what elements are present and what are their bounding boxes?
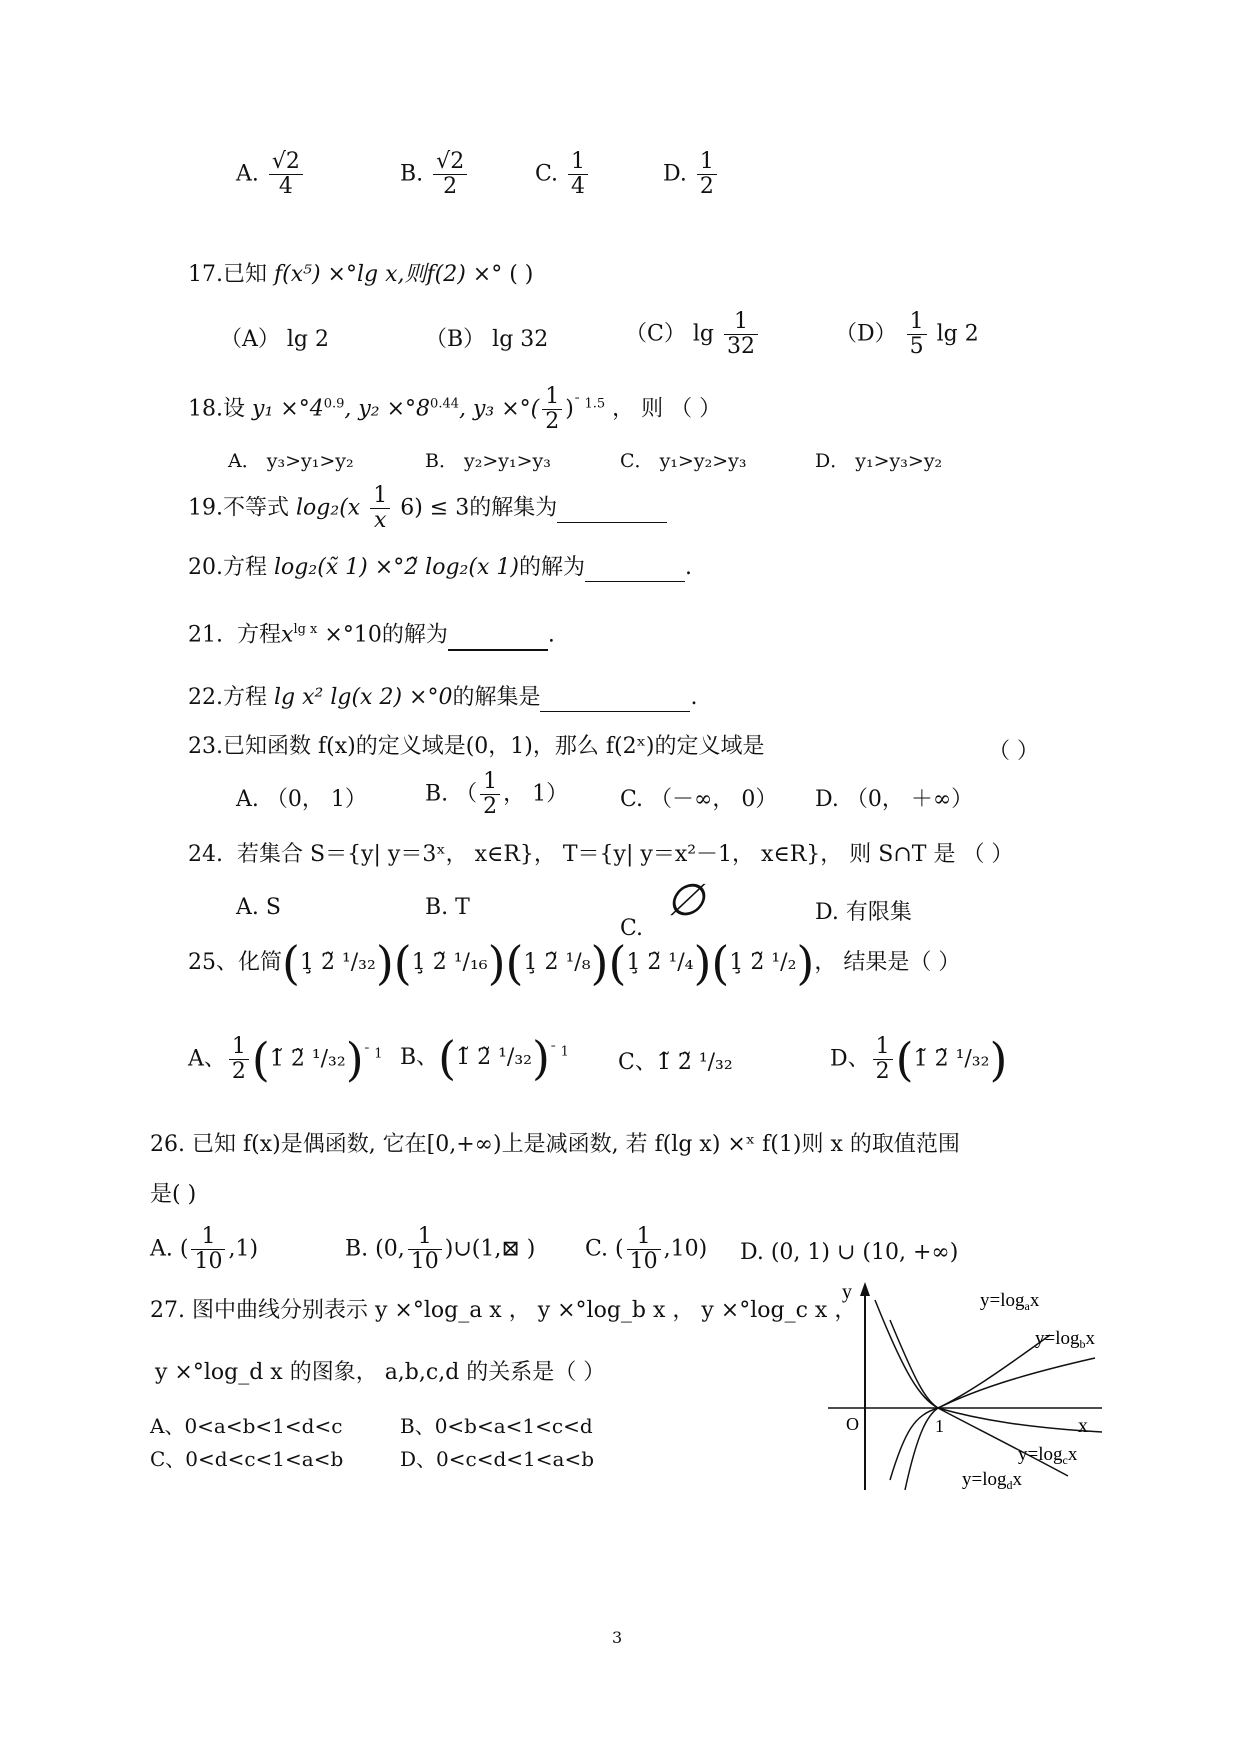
answer-blank[interactable] <box>585 555 685 582</box>
label-log-a: $y=\log_ax$ <box>980 1290 1040 1313</box>
question-23: 23.已知函数 f(x)的定义域是(0，1)，那么 f(2ˣ)的定义域是 <box>188 734 765 759</box>
question-21: 21. 方程$x^{lg x} \times^\circ 10$的解为 . <box>188 622 555 651</box>
q23-option-b: B. （ $\frac{1}{2}$ ， 1） <box>425 769 569 820</box>
fraction: $\frac{1}{32}$ <box>724 310 758 359</box>
question-22: 22.方程 lg x² lg(x 2) ×°0的解集是 . <box>188 685 697 712</box>
q16-option-c: C. $\frac{1}{4}$ <box>535 150 591 199</box>
question-25: 25、化简(1̧ 2̃ ¹/₃₂)(1̧ 2̃ ¹/₁₆)(1̧ 2̃ ¹/₈)(1̧ 2̃ ¹/₄)(1̧ 2̃ ¹/₂)， 结果是（ ） <box>188 936 961 990</box>
fraction: $\frac{1}{5}$ <box>907 310 927 359</box>
q27-option-b: B、0<b<a<1<c<d <box>400 1414 593 1438</box>
q16-option-b: B. $\frac{√2}{2}$ <box>400 150 470 199</box>
q18-option-a: A． y₃>y₁>y₂ <box>228 450 354 472</box>
q24-option-d: D. 有限集 <box>815 900 912 925</box>
q16-option-a <box>236 150 306 199</box>
answer-blank[interactable] <box>540 685 690 712</box>
tick-label-one: 1 <box>935 1416 944 1436</box>
origin-label: O <box>846 1414 859 1434</box>
q18-option-c: C． y₁>y₂>y₃ <box>620 450 747 472</box>
q18-option-b: B． y₂>y₁>y₃ <box>425 450 551 472</box>
q25-option-b: B、(1̃ 2̃ ¹/₃₂)$^{ˉ 1}$ <box>400 1031 569 1085</box>
log-curves-graph <box>820 1280 1110 1500</box>
answer-bracket: （ ） <box>988 739 1039 764</box>
math-expression: f(x⁵) ×°lg x,则f(2) ×° <box>274 262 503 287</box>
label-log-b: $y=\log_bx$ <box>1035 1328 1095 1351</box>
q26-option-b: B. (0, $\frac{1}{10}$ )∪(1,⊠ ) <box>345 1224 536 1275</box>
q26-option-c: C. ( $\frac{1}{10}$ ,10) <box>585 1224 708 1275</box>
y-axis-label: y <box>842 1281 852 1303</box>
x-axis-label: x <box>1078 1415 1088 1437</box>
q17-option-b: （B） lg 32 <box>425 327 549 352</box>
fraction: $\frac{1}{4}$ <box>568 150 588 199</box>
q25-option-d: D、 $\frac{1}{2}$ (1̃ 2̃ ¹/₃₂) <box>830 1032 1008 1087</box>
label-log-d: $y=\log_dx$ <box>962 1469 1022 1492</box>
q23-option-c: C. （－∞， 0） <box>620 787 778 812</box>
question-24: 24. 若集合 S＝{y| y＝3ˣ， x∈R}， T＝{y| y＝x²－1， x∈R}， 则 S∩T 是 （ ） <box>188 842 1014 867</box>
q18-option-d: D． y₁>y₃>y₂ <box>815 450 943 472</box>
answer-blank[interactable] <box>448 622 548 650</box>
q26-option-d: D. (0, 1) ∪ (10, +∞) <box>740 1240 959 1265</box>
question-26: 26. 已知 f(x)是偶函数, 它在[0,+∞)上是减函数, 若 f(lg x) ×ˣ f(1)则 x 的取值范围 <box>150 1132 960 1157</box>
fraction: $\frac{√2}{2}$ <box>433 150 467 199</box>
q17-option-c: （C） lg $\frac{1}{32}$ <box>625 310 761 359</box>
fraction: $\frac{1}{2}$ <box>480 770 500 819</box>
q23-option-d: D. （0， ＋∞） <box>815 787 974 812</box>
q27-option-c: C、0<d<c<1<a<b <box>150 1447 344 1471</box>
option-label: A. <box>236 161 259 187</box>
q25-option-c: C、1̃ 2̃ ¹/₃₂ <box>618 1050 733 1075</box>
empty-set-icon: ∅ <box>666 875 705 926</box>
fraction: $\frac{1}{2}$ <box>697 150 717 199</box>
fraction: $\frac{1}{10}$ <box>627 1225 661 1274</box>
fraction: $\frac{1}{2}$ <box>542 385 562 434</box>
q25-option-a: A、 $\frac{1}{2}$ (1̃ 2̃ ¹/₃₂)$^{ˉ 1}$ <box>188 1032 383 1087</box>
answer-bracket: ( ) <box>509 262 534 287</box>
q17-option-a: （A） lg 2 <box>220 327 329 352</box>
question-20: 20.方程 log₂(x̃ 1) ×°2̃ log₂(x 1)的解为 . <box>188 555 692 582</box>
fraction: $\frac{1}{2}$ <box>229 1035 249 1084</box>
answer-blank[interactable] <box>557 496 667 523</box>
question-18: 18.设 $y_1 \times^\circ 4^{0.9}$, $y_2 \times^\circ 8^{0.44}$, y₃ ×°( $\frac{1}{2}$ )$^{ˉ 1.5}$ ， 则 （ ） <box>188 384 722 435</box>
fraction: $\frac{1}{10}$ <box>408 1225 442 1274</box>
q24-option-a: A. S <box>236 895 281 920</box>
q26-option-a: A. ( $\frac{1}{10}$ ,1) <box>150 1224 259 1275</box>
q16-option-d: D. $\frac{1}{2}$ <box>663 150 720 199</box>
q27-option-a: A、0<a<b<1<d<c <box>150 1414 343 1438</box>
question-19: 19.不等式 log₂(x $\frac{1}{x}$ 6) ≤ 3的解集为 <box>188 484 667 533</box>
q23-option-a: A. （0， 1） <box>236 787 367 812</box>
question-27: 27. 图中曲线分别表示 y ×°log_a x ， y ×°log_b x ， y ×°log_c x ， <box>150 1298 857 1323</box>
question-26-cont: 是( ) <box>150 1182 197 1207</box>
question-17: 17.已知 f(x⁵) ×°lg x,则f(2) ×° ( ) <box>188 262 534 287</box>
q24-option-b: B. T <box>425 895 470 920</box>
fraction: $\frac{√2}{4}$ <box>269 150 303 199</box>
q17-option-d: （D） $\frac{1}{5}$ lg 2 <box>835 309 979 360</box>
q27-option-d: D、0<c<d<1<a<b <box>400 1447 595 1471</box>
fraction: $\frac{1}{2}$ <box>873 1035 893 1084</box>
fraction: $\frac{1}{x}$ <box>370 484 390 533</box>
y-axis-arrow <box>860 1282 870 1296</box>
q24-option-c: C. ∅ <box>620 875 705 941</box>
fraction: $\frac{1}{10}$ <box>191 1225 225 1274</box>
page-number: 3 <box>612 1628 623 1647</box>
question-27-cont: y ×°log_d x 的图象， a,b,c,d 的关系是（ ） <box>155 1360 606 1385</box>
label-log-c: $y=\log_cx$ <box>1018 1444 1078 1467</box>
